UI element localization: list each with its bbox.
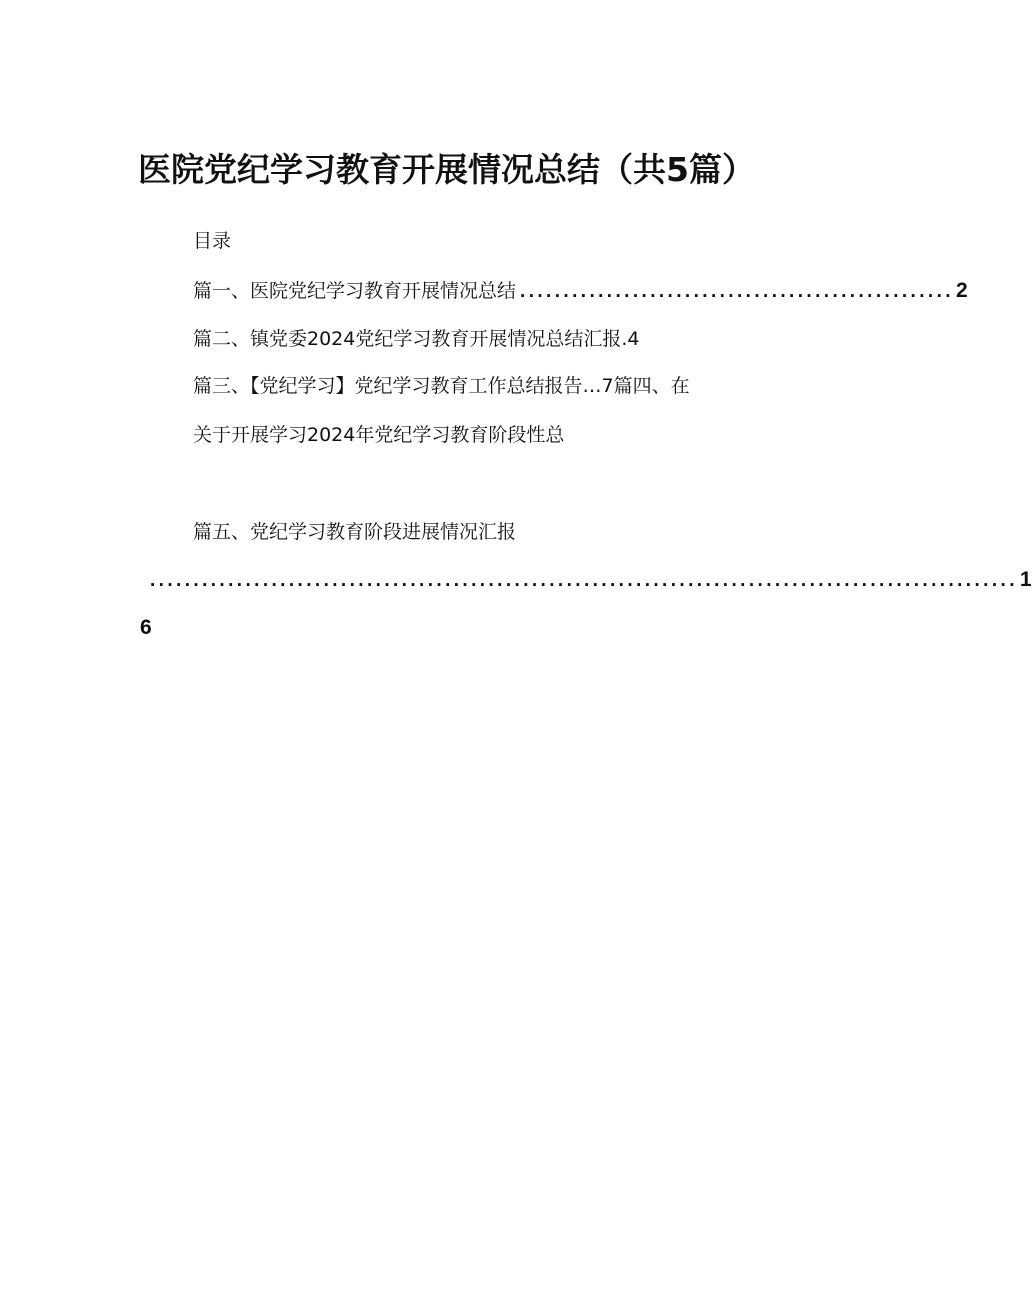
document-title: 医院党纪学习教育开展情况总结（共5篇） — [138, 150, 755, 189]
toc-item-5[interactable]: 篇五、党纪学习教育阶段进展情况汇报 — [193, 521, 517, 543]
toc-item-5-page-part1: 1 — [1019, 568, 1032, 591]
toc-item-5-leader-row — [146, 566, 1032, 595]
toc-item-1[interactable] — [193, 277, 968, 306]
toc-item-1-page: 2 — [955, 279, 968, 302]
toc-item-1-text: 篇一、医院党纪学习教育开展情况总结 — [193, 280, 517, 302]
toc-item-5-leader: .................................................................................................... — [150, 570, 1018, 591]
toc-item-3[interactable]: 篇三、【党纪学习】党纪学习教育工作总结报告…7篇四、在 — [193, 375, 690, 397]
toc-heading: 目录 — [193, 230, 232, 252]
toc-item-2[interactable]: 篇二、镇党委2024党纪学习教育开展情况总结汇报.4 — [193, 328, 640, 350]
toc-item-4[interactable]: 关于开展学习2024年党纪学习教育阶段性总 — [193, 424, 565, 446]
toc-item-5-page-part2: 6 — [140, 616, 152, 639]
toc-item-1-leader: .................................................. — [520, 281, 954, 302]
